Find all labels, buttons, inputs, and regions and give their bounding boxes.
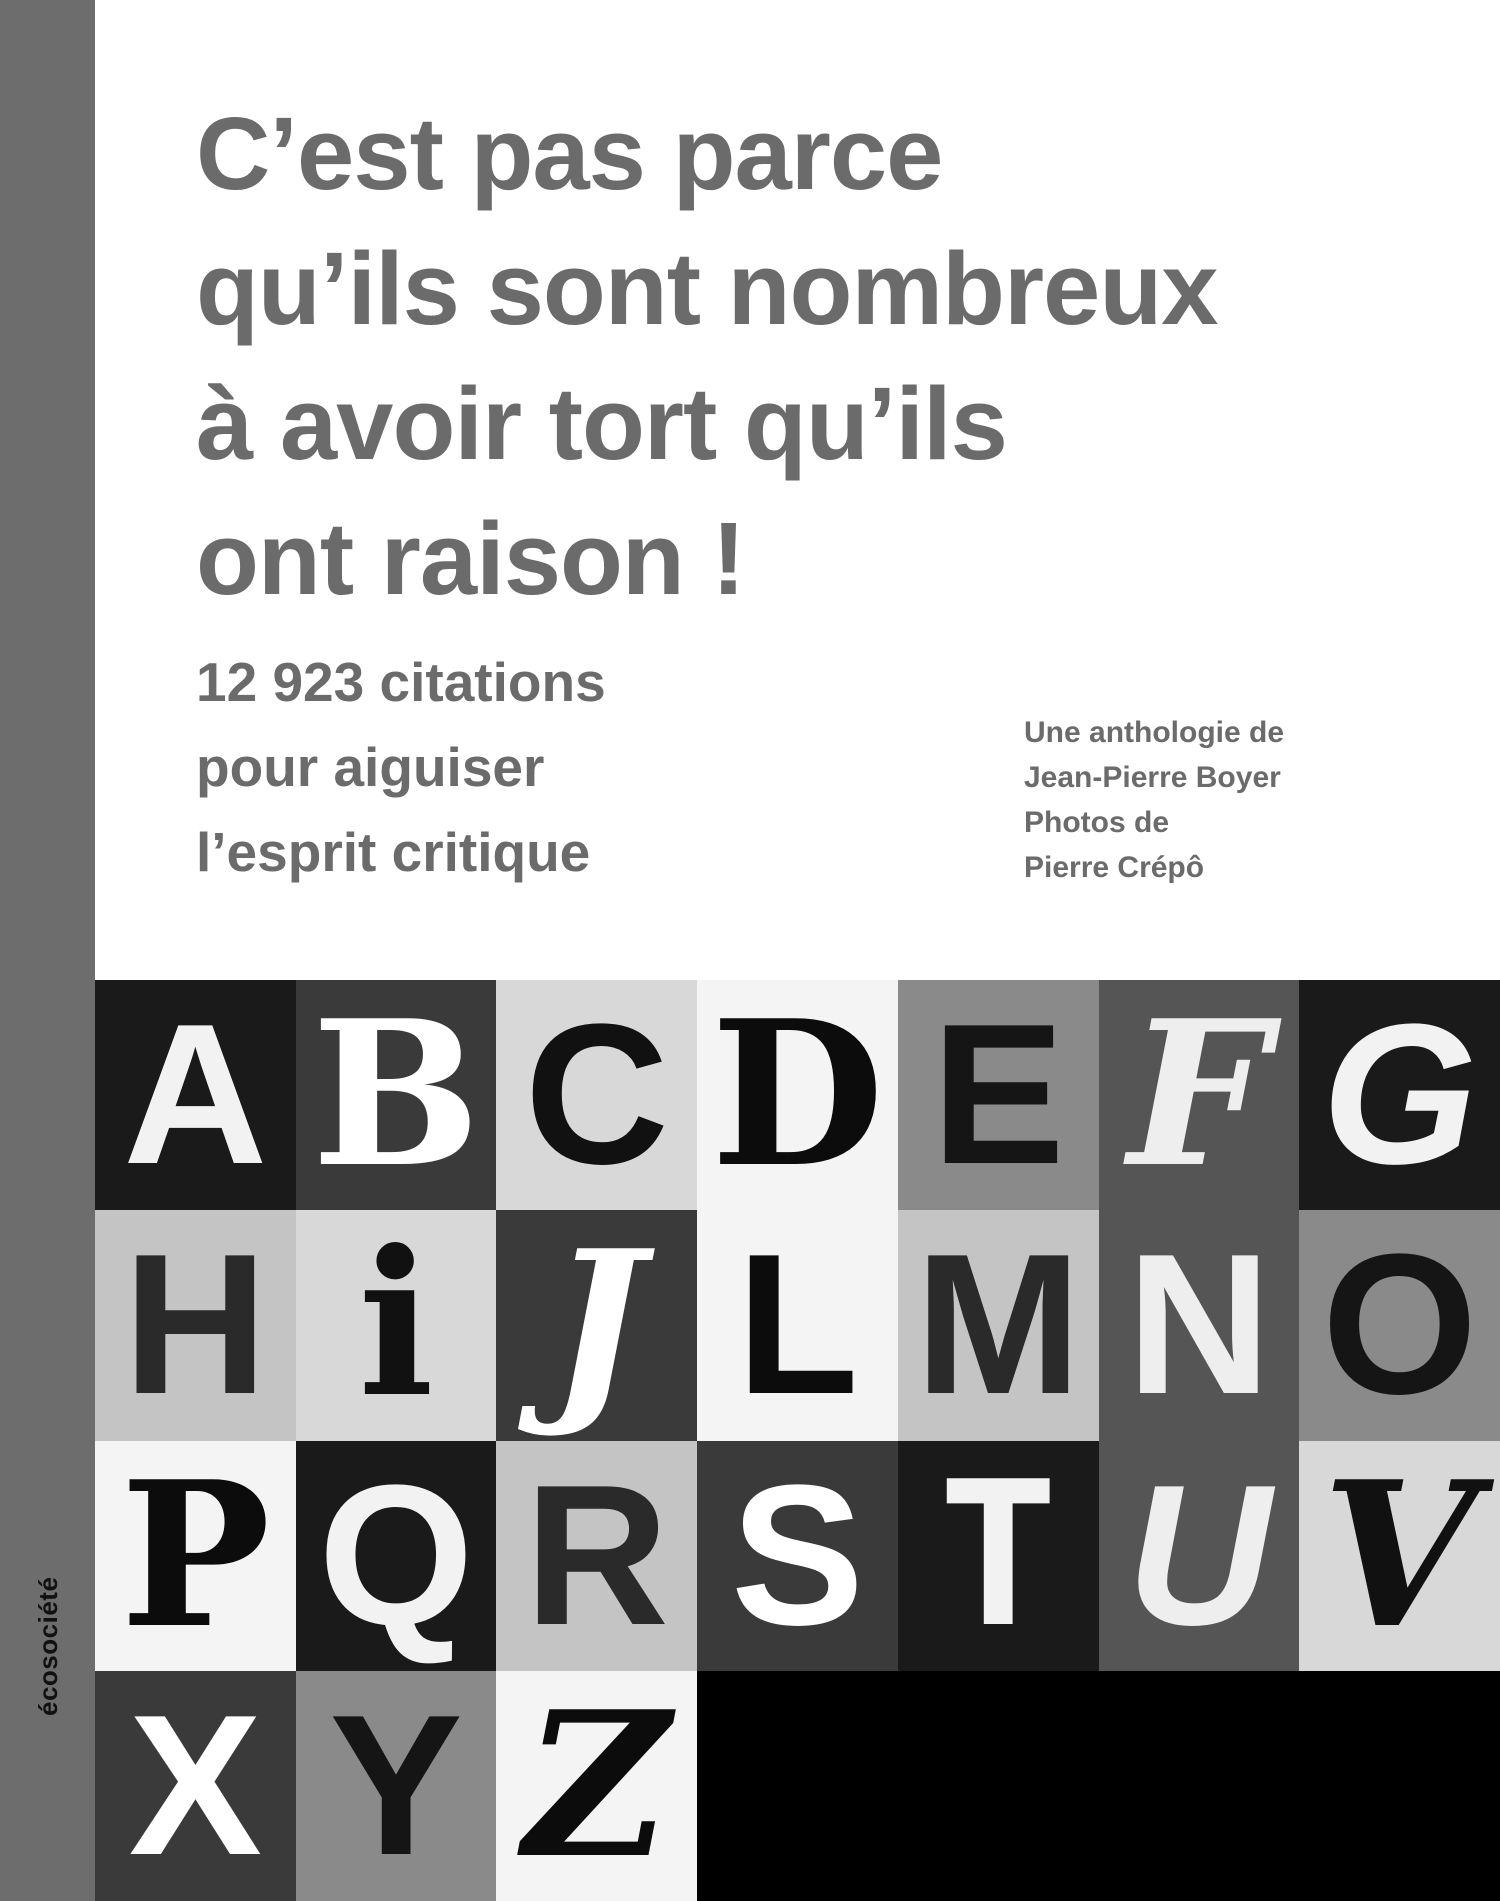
letter-glyph: X [128,1673,263,1897]
title-line: ont raison ! [196,501,745,616]
letter-glyph: H [123,1213,268,1437]
letter-photo-x [95,1671,296,1901]
letter-photo-m [898,1210,1099,1440]
letter-glyph: B [311,980,481,1211]
letter-glyph: P [120,1440,271,1671]
letter-photo-n [1099,1210,1300,1440]
letter-photo-c [496,980,697,1210]
letter-photo-r [496,1441,697,1671]
letter-glyph: R [524,1443,669,1667]
credit-line: Une anthologie de [1024,716,1285,749]
letter-glyph: U [1126,1443,1272,1667]
letter-photo-a [95,980,296,1210]
letter-photo-p [95,1441,296,1671]
title-line: C’est pas parce [196,96,943,211]
letter-photo-u [1099,1441,1300,1671]
letter-glyph: E [931,983,1065,1207]
title-line: qu’ils sont nombreux [196,231,1218,346]
letter-glyph: Q [318,1443,474,1667]
letter-photo-i [296,1210,497,1440]
credit-line: Pierre Crépô [1024,851,1205,884]
letter-glyph: J [549,1210,645,1441]
letter-photo-h [95,1210,296,1440]
letter-photo-z [496,1671,697,1901]
letter-photo-e [898,980,1099,1210]
letter-glyph: C [524,983,669,1207]
credit-line: Photos de [1024,806,1170,839]
letter-photo-d [697,980,898,1210]
alphabet-photo-grid [95,980,1500,1901]
letter-photo-g [1299,980,1500,1210]
letter-glyph: L [736,1213,859,1437]
letter-photo-y [296,1671,497,1901]
letter-glyph: M [914,1213,1082,1437]
letter-glyph: F [1127,980,1270,1211]
letter-photo-t [898,1441,1099,1671]
letter-glyph: Y [329,1673,463,1897]
letter-glyph: N [1126,1213,1272,1437]
letter-photo-b [296,980,497,1210]
letter-glyph: S [730,1443,865,1667]
book-credits [1024,710,1284,890]
letter-glyph: A [123,983,268,1207]
letter-photo-j [496,1210,697,1440]
subtitle-line: 12 923 citations [196,651,606,713]
letter-photo-v [1299,1441,1500,1671]
publisher-name: écosociété [33,1576,63,1716]
letter-photo-l [697,1210,898,1440]
subtitle-line: pour aiguiser [196,736,545,798]
letter-glyph: V [1322,1440,1478,1671]
letter-photo-f [1099,980,1300,1210]
book-title [196,86,1446,626]
letter-photo-q [296,1441,497,1671]
credit-line: Jean-Pierre Boyer [1024,761,1281,794]
letter-photo-o [1299,1210,1500,1440]
letter-glyph: O [1321,1213,1478,1437]
title-line: à avoir tort qu’ils [196,366,1007,481]
letter-glyph: T [937,1440,1059,1671]
letter-glyph: Z [523,1670,670,1901]
subtitle-line: l’esprit critique [196,821,591,883]
letter-glyph: G [1321,983,1478,1207]
letter-glyph: i [358,1210,435,1441]
letter-glyph: D [710,980,885,1211]
letter-photo-s [697,1441,898,1671]
book-subtitle [196,640,606,895]
